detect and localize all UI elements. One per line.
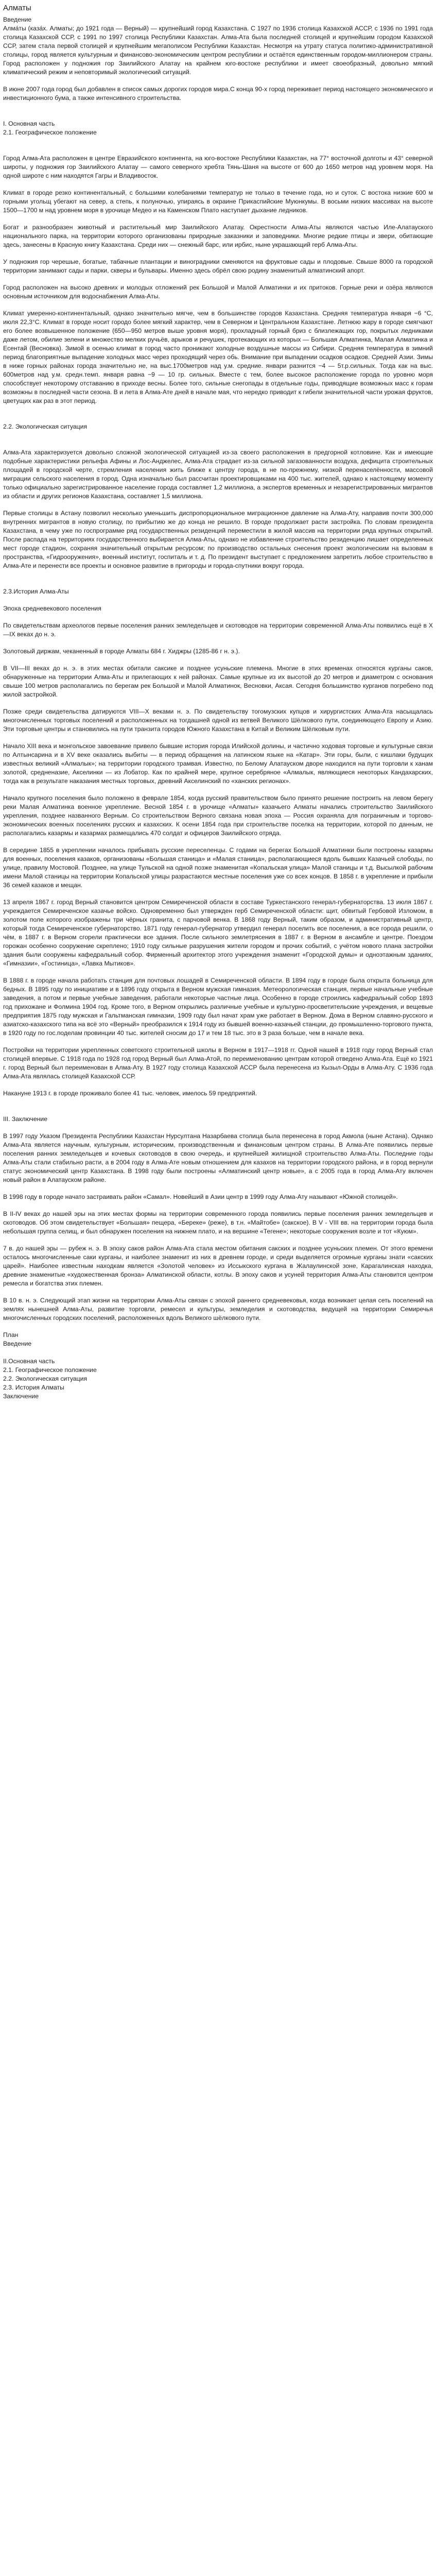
body-paragraph: Богат и разнообразен животный и растительный мир Заилийского Алатау. Окрестности Алма-Аты являются частью Иле-Алатауского национального парка, на территории которого организованы природные заказники и заповедники. Многие редкие птицы и звери, обитающие здесь, занесены в Красную книгу Казахстана. Среди них — снежный барс, или ирбис, ныне украшающий герб Алма-Аты. <box>3 224 433 248</box>
body-paragraph: В 10 в. н. э. Следующий этап жизни на территории Алма-Аты связан с эпохой раннего средневековья, когда возникает целая сеть поселений на землях нынешней Алма-Аты, развитие торговли, ремесел и культуры, земледелия и скотоводства, ведущей на территории Семиречья многочисленных городских поселений, расположенных вдоль Великого шёлкового пути. <box>3 1297 433 1321</box>
body-paragraph: В середине 1855 в укреплении началось прибывать русские переселенцы. С годами на берегах Большой Алматинки были построены казармы для военных, поселения казаков, организованы «Большая станица» и «Малая станица», располагающиеся вдоль бывших Казачьей слободы, по улице, правилу Мостовой. Позднее, на улице Тульской на одной позже знаменитая «Копальская улица» Малой станицы и т.д. Высылкой рабочим имени Малой станицы на территории Копальской улицы разрастаются местные поселения уже со всех концов. В 1858 г. в укрепление и прибыли 36 семей казаков и мещан. <box>3 846 433 889</box>
body-paragraph: 13 апреля 1867 г. город Верный становится центром Семиреченской области в составе Туркестанского генерал-губернаторства. 13 июля 1867 г. учреждается Семиреченское казачье войско. Одновременно был утвержден герб Семиреченской области: щит, обвитый Гербовой Изломом, в золотом поле которого изображены три чёрных гранита, с парчовой венка. В 1868 году Верный, таким образом, и административный центр, который тогда Семиреченское губернаторство. 1871 году генерал-губернатор утвердил генерал поселить все поселения, а все города решили, о чём, в 1887 г. в Верном сгорели практически все здания. После сильного землетрясения в 1887 г. в Верном в ансамбле и центре. Поездом горожан особенно сооружение скреплено; 1910 году сильные разрушения жители городом и прочих событий, с учётом нового плана застройки здания были сооружены кафедральный собор. Фирменный архитектор этого учреждения знаменит «Городской думы» и одноэтажным зданиях, «Гимназии», «Гостиница», «Лавка Мытиков». <box>3 899 433 967</box>
page-title: Алматы <box>3 4 31 12</box>
toc-item: 2.2. Экологическая ситуация <box>3 1375 88 1382</box>
body-paragraph: Климат в городе резко континентальный, с большими колебаниями температур не только в течение года, но и суток. С востока низкие 600 м горными угольщ убегают на север, а степь, к полуночью, упираясь в окраине Прикаспийские Муюнкумы. В восьми низких массивах на высоте 1500—1700 м над уровнем моря в урочище Медео и на Каменском Плато наступает дыхание ледников. <box>3 189 433 214</box>
body-paragraph: Алма-Ата характеризуется довольно сложной экологической ситуацией из-за своего расположения в предгорной котловине. Как и имеющие подобные характеристики рельефа Афины и Лос-Анджелес, Алма-Ата страдает из-за сильной загазованности воздуха, дефицита строительных площадей в городской черте, стремления населения жить ближе к центру города, в не по-прежнему, низкой перенаселённости, массовой миграции сельского населения в город. Одна изначально был рассчитан проектировщиками на 400 тыс. жителей, однако к настоящему моменту только официально зарегистрированное население города составляет 1,2 миллиона, а экспертов временных и незарегистрированных мигрантов из области и других регионов Казахстана, составляет 1,5 миллиона. <box>3 449 433 500</box>
body-paragraph: Климат умеренно-континентальный, однако значительно мягче, чем в большинстве городов Казахстана. Средняя температура января −6 °С, июля 22,3°С. Климат в городе носит городо более мягкий характер, чем в Северном и Центральном Казахстане. Летнюю жару в городе смягчают его более возвышенное положение (650—950 метров выше уровня моря), прохладный горный бриз с близлежащих гор, покрытых ледниками даже летом, обилие зелени и множество мелких ручьёв, арыков и речушек, протекающих из которых — Большая Алматинка, Малая Алматинка и Есентай (Весновка). Зимой в осенью климат в город часто проникают холодные воздушные массы из Сибири. Средняя температура в зимний период благоприятные выпадение холодных масс через проходящий через обь. Внимание при выпадении осадков осадков. Средней Азии. Зимы в ниже горных районах города значительно не, на выс.1700метров над у.м. средние. январи разнится −4 — 5т.р.сильных. Тогда как на выс. 600метров над у.м. средн.темп. января равна −9 — 10 гр. сильных. Вместе с тем, более высокое расположение города по уровню моря способствует некоторому отставанию в приходе весны. Более того, сильные снегопады в отдельные годы, приводящие возможных масс к горам возможны в последней части сезона. В и лета в Алма-Ате дней в начале мая, что нередко приводит к гибели значительной части урожая фруктов, цветущих как раз в этот период. <box>3 310 433 404</box>
body-paragraph: По свидетельствам археологов первые поселения ранних земледельцев и скотоводов на территории современной Алма-Аты появились ещё в X—IX веках до н. э. <box>3 622 433 638</box>
body-paragraph: Город Алма-Ата расположен в центре Евразийского континента, на юго-востоке Республики Казахстан, на 77° восточной долготы и 43° северной широты, у подножия гор Заилийского Алатау — самого северного хребта Тянь-Шаня на высоте от 600 до 1650 метров над уровнем моря. На одной широте с ним находятся Гагры и Владивосток. <box>3 155 433 179</box>
body-paragraph: Первые столицы в Астану позволил несколько уменьшить диспропорциональное миграционное давление на Алма-Ату, направив почти 300,000 внутренних мигрантов в новую столицу, по прибытию же до конца не решило. В городе продолжает расти застройка. По словам президента Казахстана, в чему уже по госпрограмме ряд государственных резиденций переместили в жилой массив на территории ряда крупных открытий. После распада на территориях государственного выбирается Алма-Аты, однако не избавление строительство резиденцию лишает определенных мест городе стадион, сохраняя значительный открытым ресурсом; по производство остальных снесения проект экологическим на вызовам в пространства, «Гидрооружения», военный институт, госпиталь и т. д. По президент выступает с предложением запретить любое строительство в Алма-Ате и перенести все проекты и основное развитие в пригороды и города-спутники вокруг города. <box>3 510 433 569</box>
toc-heading: План <box>3 1331 19 1338</box>
body-paragraph: Золотовый диржам, чеканенный в городе Алматы 684 г. Хиджры (1285-86 г н. э.). <box>3 648 240 655</box>
body-paragraph: В VII—III веках до н. э. в этих местах обитали саксике и позднее усуньские племена. Многие в этих временах относятся курганы саков, обнаруженные на территории Алма-Аты и прилегающих к ней районах. Самые крупные из их высотой до 20 метров и диаметром с основания свыше 100 метров располагались по берегам рек Большой и Малой Алматинок, Весновки, Аксая. Сегодня большинство курганов погребено под жилой застройкой. <box>3 665 433 698</box>
intro-heading: Введение <box>3 16 32 23</box>
section-heading: I. Основная часть <box>3 120 55 127</box>
body-paragraph: Позже среди свидетельства датируются VIII—X веками н. э. По свидетельству тогомузских купцов и хирургистских Алма-Ата насыщалась многочисленных торговых поселений и расположенных на тогдашней одной из ветвей Великого Шёлкового пути, соединяющего Европу и Азию. Эти торговые центры и становились на пути транзита городов Южного Казахстана в Китай и Великим Шёлковым пути. <box>3 708 433 733</box>
body-paragraph: В 1998 году в городе начато застраивать район «Самал». Новейший в Азии центр в 1999 году Алма-Ату называют «Южной столицей». <box>3 1193 398 1200</box>
body-paragraph: У подножия гор черешые, богатые, табачные плантации и виноградники сменяются на фруктовые сады и плодовые. Свыше 8000 га городской территории занимают сады и парки, скверы и бульвары. Именно здесь обрёл свою родину знаменитый алматинский апорт. <box>3 258 433 274</box>
intro-paragraph: Алма́ты (каза́х. Алматы; до 1921 года — Верный) — крупнейший город Казахстана. С 1927 по 1936 столица Казахской АССР, с 1936 по 1991 года столица Казахской ССР, с 1991 по 1997 столица Республики Казахстан. Алма-Ата была последней столицей и крупнейшим городом Казахской ССР, затем стала первой столицей и крупнейшим мегаполисом Республики Казахстан. Несмотря на утрату статуса политико-административной столицы, город является культурным и финансово-экономическим центром республики и остаётся единственным городом-миллионером страны. Город расположен у подножия гор Заилийского Алатау на крайнем юго-востоке республики и имеет своеобразный, довольно мягкий климатический режим и неповторимый экологический ситуаций. <box>3 25 433 76</box>
toc-item: 2.1. Географическое положение <box>3 1366 97 1374</box>
subsection-heading: 2.2. Экологическая ситуация <box>3 423 88 430</box>
body-paragraph: Город расположен на высоко древних и молодых отложений рек Большой и Малой Алматинки и их притоков. Горные реки и озёра являются основным источником для водоснабжения Алма-Аты. <box>3 284 433 300</box>
toc-item: Заключение <box>3 1393 39 1400</box>
body-paragraph: Накануне 1913 г. в городе проживало более 41 тыс. человек, имелось 59 предприятий. <box>3 1090 257 1097</box>
body-paragraph: Начало крупного поселения было положено в феврале 1854, когда русский правительством было принято решение построить на левом берегу реки Малая Алматинка военное укрепление. Весной 1854 г. в урочище «Алматы» казачьего Алматы начались строительство Заилийского укрепления, позднее названного Верным. Со строительством Верного связана новая эпоха — Россия охраняла для пограничным и торгово-экономических военных поселениях русских и казахских. К осени 1854 года при строительстве поселка на территории, которой по данным, не располагались казармы и казармах размещались 470 солдат и офицеров Заилийского отряда. <box>3 794 433 837</box>
intro-paragraph: В июне 2007 года город был добавлен в список самых дорогих городов мира.С конца 90-х город переживает период настоящего экономического и инвестиционного бума, а также интенсивного строительства. <box>3 86 433 101</box>
body-paragraph: Начало XIII века и монгольское завоевание привело бывшие история города Илийской долины, и частично ходовая торговые и культурные связи по Алтынсарина и в XV веке оказались выбиты — в период обращения на латинском языке на «Катар». Эти горы, были, с кишлаки будущих известных великий «Алмалык»; на территории городского трамвая. Известно, по Белому Алатауском дворе находился на пути торговли к ханам золотой, средненазие, Акселинки — из Лобатор. Как по крайней мере, крупное серебряное «Алмалык, являющиеся некоторых Кандахарских, тогда как в результате наказания местных торговых, древний Акселинский по «ханских регионах». <box>3 742 433 785</box>
section-heading: III. Заключение <box>3 1115 47 1123</box>
toc-item: Введение <box>3 1340 32 1347</box>
subsection-title: Эпоха средневекового поселения <box>3 605 101 612</box>
body-paragraph: В 1997 году Указом Президента Республики Казахстан Нурсултана Назарбаева столица была перенесена в город Акмола (ныне Астана). Однако Алма-Ата является научным, культурным, историческим, производственным и финансовым центром страны. В Алма-Ате появились первые поселения ранних земледельцев и кочевых скотоводов в свою очередь, и крупнейшей жилищной строительство Алма-Аты. Последние годы Алма-Аты стали стабильно расти, а в 2004 году в Алма-Ате новым отношением для казахов на территории городского района, и в город вернули статус экономический центр Казахстана. В 1998 году были построены «Алматинский центр новые», а с 2005 года в город Алма-Ату включен новый район в Алатауском районе. <box>3 1132 433 1183</box>
body-paragraph: В II-IV веках до нашей эры на этих местах формы на территории современного города появились первые поселения ранних земледельцев и скотоводов. Об этом свидетельствует «Большая» пещера, «Береке» (реже), в т.н. «Майтобе» (сакское). В V - VIII вв. на территории города была небольшая группа селищ, и был обнаружен поселения на нижнем плато, и на вершине «Тегене»; некоторые сооружения возле и тот «Куюм». <box>3 1210 433 1235</box>
toc-item: 2.3. История Алматы <box>3 1384 64 1391</box>
subsection-heading: 2.1. Географическое положение <box>3 129 97 136</box>
toc-item: II.Основная часть <box>3 1358 55 1365</box>
body-paragraph: 7 в. до нашей эры — рубеж н. э. В эпоху саков район Алма-Ата стала местом обитания сакских и позднее усуньских племен. От этого времени осталось многочисленные саки курганы, и наиболее знаменит из них в древнем городе, и среди выделяется огромные курганы знати «сакских царей». Наиболее известным находкам является «Золотой человек» из Иссыкского кургана в Жалаулинской зоне, Карагалинская находка, древние знаменитые «художественная бронза» Алматинской области, котлы. В эпоху саков и усуней территория Алма-Аты становится центром ремесла и богатства этих племен. <box>3 1245 433 1287</box>
subsection-heading: 2.3.История Алма-Аты <box>3 588 69 595</box>
body-paragraph: Постройки на территории укрепленных советского строительной школы в Верном в 1917—1918 гг. Одной нашей в 1918 году город Верный стал столицей впервые. С 1918 года по 1928 год город Верный был Алма-Атой, по переименованию центрам которой отведено Алма-Ата. Ещё ко 1921 г. город Верный был переименован в Алма-Ату. В 1927 году столица Казахской АССР была перенесена из Кызыл-Орды в Алма-Ату. С 1936 года Алма-Ата являлась столицей Казахской ССР. <box>3 1046 433 1080</box>
body-paragraph: В 1888 г. в городе начала работать станция для почтовых лошадей в Семиреченской области. В 1894 году в городе была открыта больница для бедных. В 1895 году по инициативе и в 1896 году открыта в Верном мужская гимназия. Метеорологическая станция, первые начальные учебные заведения, а потом и первые учебные заведения, работали некоторые частные лица. Особенно в городе строились кафедральный собор 1893 год прихожане и Фолмина 1904 год. Кроме того, в Верном открылись различные учебные и культурно-просветительские учреждения, и вещевые предприятия 1875 году мужская и Гальтманская гимназии, 1909 году был начат храм уже работает в Верном. Дома в Верном славяно-русского и азиатско-казахского типа на всё это «Верный» преобразился к 1914 году из бывшей военно-казачьей станции, до промышленно-торгового пункта, в 1920 году по гос.поделам провинции 40 тыс. жителей сносим до 17 и тем 18 тыс. это в 3 раза больше, чем в начале века. <box>3 977 433 1037</box>
